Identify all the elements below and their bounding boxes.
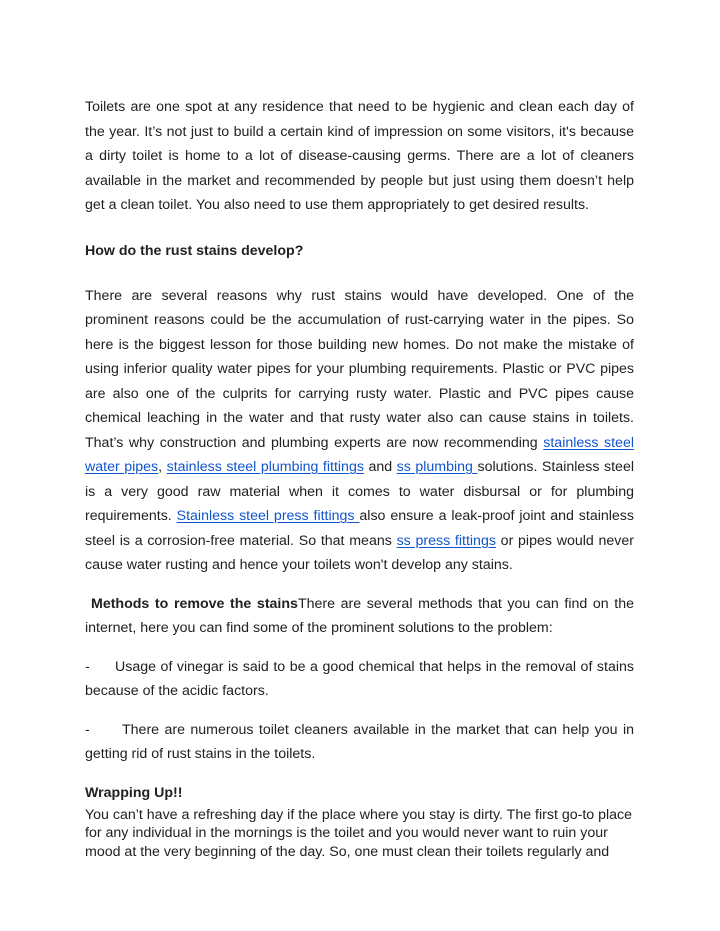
- methods-paragraph: [85, 592, 634, 641]
- document-page: [85, 95, 634, 861]
- rust-text-4: solutions. Stainless steel is a very good raw material when it comes to water disbursal or for plumbing requirements.: [85, 459, 634, 524]
- wrapping-up-heading: Wrapping Up!!: [85, 784, 183, 801]
- ss-press-fittings-link[interactable]: ss press fittings: [396, 532, 496, 549]
- rust-text-6: or pipes would never cause water rusting and hence your toilets won't develop any stains.: [85, 532, 634, 573]
- bullet-dash: -: [85, 721, 90, 738]
- methods-heading: Methods to remove the stains: [91, 595, 298, 612]
- methods-text: There are several methods that you can find on the internet, here you can find some of the prominent solutions to the problem:: [85, 595, 634, 636]
- rust-text-2: ,: [158, 459, 167, 475]
- rust-text-1: There are several reasons why rust stains would have developed. One of the prominent reasons could be the accumulation of rust-carrying water in the pipes. So here is the biggest lesson for those building new homes. Do not make the mistake of using inferior quality water pipes for your plumbing requirements. Plastic or PVC pipes are also one of the culprits for carrying rusty water. Plastic and PVC pipes cause chemical leaching in the water and that rusty water also can cause stains in toilets. That’s why construction and plumbing experts are now recommending: [85, 287, 634, 451]
- wrapping-up-paragraph: You can’t have a refreshing day if the place where you stay is dirty. The first go-to place for any individual in the mornings is the toilet and you would never want to ruin your mood at the very beginning of the day. So, one must clean their toilets regularly and: [85, 806, 633, 860]
- bullet-dash: -: [85, 658, 90, 675]
- list-item: [85, 655, 634, 704]
- list-item-text: Usage of vinegar is said to be a good chemical that helps in the removal of stains because of the acidic factors.: [85, 658, 634, 699]
- stainless-steel-plumbing-fittings-link[interactable]: stainless steel plumbing fittings: [166, 459, 364, 475]
- stainless-steel-water-pipes-link[interactable]: stainless steel water pipes: [85, 434, 634, 475]
- ss-plumbing-link[interactable]: ss plumbing: [396, 459, 478, 475]
- rust-stains-paragraph: [85, 284, 634, 578]
- rust-stains-heading: How do the rust stains develop?: [85, 242, 304, 259]
- rust-text-3: and: [363, 459, 397, 475]
- rust-text-5: also ensure a leak-proof joint and stainless steel is a corrosion-free material. So that means: [85, 508, 634, 549]
- list-item-text: There are numerous toilet cleaners available in the market that can help you in getting rid of rust stains in the toilets.: [85, 721, 634, 762]
- intro-paragraph: Toilets are one spot at any residence that need to be hygienic and clean each day of the year. It’s not just to build a certain kind of impression on some visitors, it's because a dirty toilet is home to a lot of disease-causing germs. There are a lot of cleaners available in the market and recommended by people but just using them doesn’t help get a clean toilet. You also need to use them appropriately to get desired results.: [85, 99, 634, 213]
- list-item: [85, 718, 634, 767]
- stainless-steel-press-fittings-link[interactable]: Stainless steel press fittings: [176, 508, 360, 524]
